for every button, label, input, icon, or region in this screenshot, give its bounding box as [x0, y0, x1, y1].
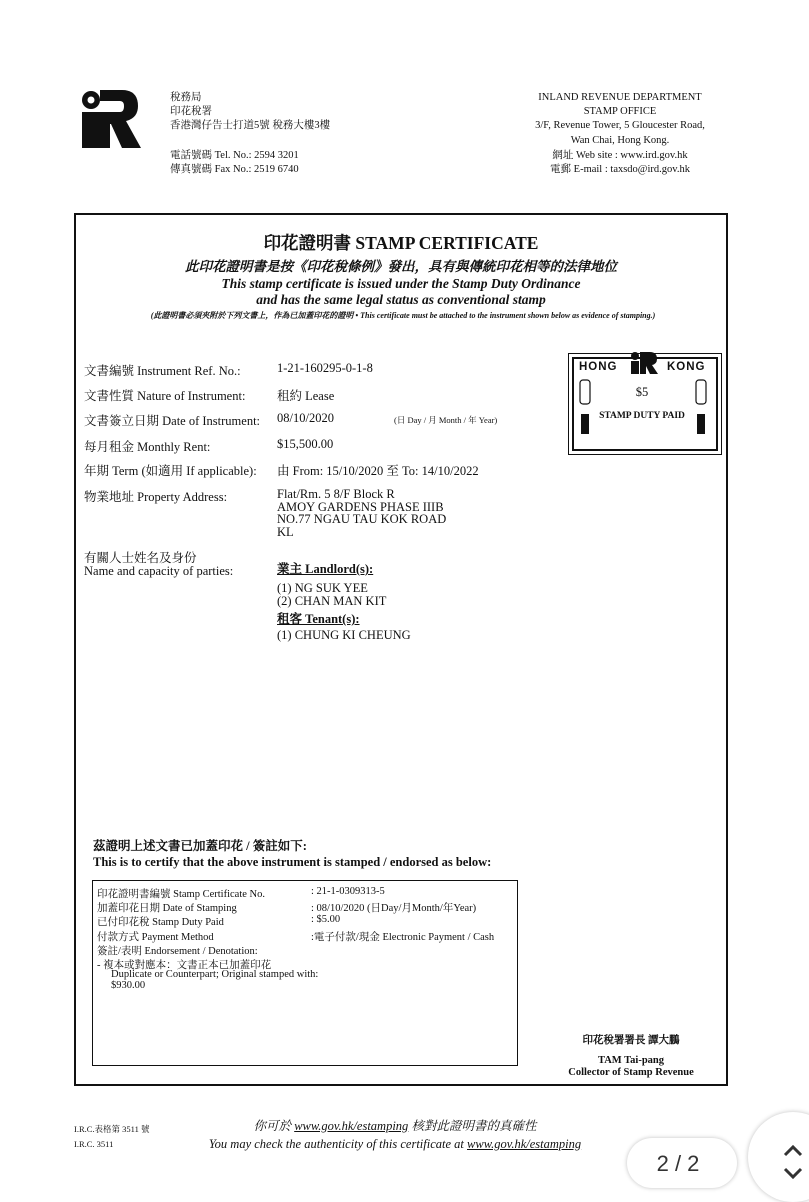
parties-label-en: Name and capacity of parties: [84, 564, 234, 578]
stamp-duty-mark [568, 353, 722, 455]
term-label: 年期 Term (如適用 If applicable): [84, 464, 257, 478]
authenticity-en-pre: You may check the authenticity of this certificate at [208, 1137, 468, 1151]
legal-status-zh: 此印花證明書是按《印花稅條例》發出，具有與傳統印花相等的法律地位 [185, 259, 617, 274]
nature-value: 租約 Lease [277, 389, 335, 403]
payment-method-value: :電子付款/現金 Electronic Payment / Cash [311, 932, 495, 943]
cert-no-value: : 21-1-0309313-5 [311, 886, 385, 897]
ref-value: 1-21-160295-0-1-8 [277, 361, 373, 375]
address-label: 物業地址 Property Address: [84, 490, 228, 504]
collector-zh: 印花稅署署長 譚大鵬 [582, 1035, 680, 1046]
estamping-link-zh[interactable]: www.gov.hk/estamping [294, 1119, 409, 1133]
address-zh: 香港灣仔告士打道5號 稅務大樓3樓 [170, 120, 331, 131]
legal-status-text [76, 259, 726, 309]
stamp-left-ornament-icon [579, 378, 591, 438]
form-code-zh: I.R.C.表格第 3511 號 [74, 1124, 150, 1134]
stamping-date-label: 加蓋印花日期 Date of Stamping [97, 903, 237, 914]
certify-statement [93, 838, 491, 870]
stamp-paid-text: STAMP DUTY PAID [599, 411, 685, 421]
tel-number: 電話號碼 Tel. No.: 2594 3201 [170, 150, 299, 161]
ird-logo [78, 90, 142, 150]
nature-label: 文書性質 Nature of Instrument: [84, 389, 246, 403]
certificate-title: 印花證明書 STAMP CERTIFICATE [263, 233, 539, 253]
legal-status-en-1: This stamp certificate is issued under the Stamp Duty Ordinance [221, 275, 581, 291]
authenticity-check [150, 1117, 640, 1153]
form-code-en: I.R.C. 3511 [74, 1139, 114, 1149]
stamp-kong: KONG [667, 361, 706, 373]
authenticity-zh [150, 1117, 640, 1135]
landlord-heading: 業主 Landlord(s): [277, 562, 374, 576]
page-indicator [627, 1138, 737, 1188]
certify-zh: 茲證明上述文書已加蓋印花 / 簽註如下: [93, 839, 307, 853]
endorsement-label: 簽註/表明 Endorsement / Denotation: [97, 946, 258, 957]
property-address [277, 488, 446, 538]
stamp-logo-icon [629, 352, 659, 374]
address-en-1: 3/F, Revenue Tower, 5 Gloucester Road, [535, 120, 705, 132]
office-name-en: STAMP OFFICE [583, 106, 657, 118]
authenticity-zh-pre: 你可於 [253, 1119, 295, 1133]
rent-value: $15,500.00 [277, 437, 334, 451]
stamp-right-ornament-icon [695, 378, 707, 438]
address-line: Flat/Rm. 5 8/F Block R [277, 487, 395, 501]
date-value: 08/10/2020 [277, 411, 334, 425]
fax-number: 傳真號碼 Fax No.: 2519 6740 [170, 164, 299, 175]
dept-name-zh: 稅務局 [170, 92, 202, 103]
collector-signature [556, 1035, 706, 1079]
page-indicator-text: 2 / 2 [656, 1151, 700, 1176]
tenant-heading: 租客 Tenant(s): [277, 612, 360, 626]
scroll-button[interactable] [748, 1112, 809, 1202]
address-line: KL [277, 524, 294, 539]
duty-paid-label: 已付印花稅 Stamp Duty Paid [97, 917, 224, 928]
landlord-1: (1) NG SUK YEE [277, 581, 368, 595]
rent-label: 每月租金 Monthly Rent: [84, 440, 211, 454]
landlord-2: (2) CHAN MAN KIT [277, 593, 387, 608]
payment-method-label: 付款方式 Payment Method [97, 932, 214, 943]
legal-status-en-2: and has the same legal status as conventional stamp [256, 292, 546, 307]
duty-paid-value: : $5.00 [311, 914, 341, 925]
address-line: NO.77 NGAU TAU KOK ROAD [277, 512, 447, 526]
parties-label [84, 552, 233, 578]
certify-en: This is to certify that the above instrument is stamped / endorsed as below: [93, 855, 492, 869]
stamp-certificate [74, 213, 728, 1086]
website: 網址 Web site : www.ird.gov.hk [552, 149, 688, 161]
header-left-address [170, 91, 330, 177]
office-name-zh: 印花稅署 [170, 106, 212, 117]
stamp-hong: HONG [579, 361, 618, 373]
authenticity-en [150, 1135, 640, 1153]
chevron-up-down-icon [782, 1142, 804, 1182]
address-en-2: Wan Chai, Hong Kong. [570, 134, 670, 146]
tenant-1: (1) CHUNG KI CHEUNG [277, 628, 411, 642]
parties-list [277, 559, 411, 642]
cert-no-label: 印花證明書編號 Stamp Certificate No. [97, 889, 265, 900]
email: 電郵 E-mail : taxsdo@ird.gov.hk [550, 164, 690, 176]
address-line: AMOY GARDENS PHASE IIIB [277, 499, 444, 514]
date-format: (日 Day / 月 Month / 年 Year) [394, 415, 498, 425]
term-value: 由 From: 15/10/2020 至 To: 14/10/2022 [277, 464, 479, 478]
parties-label-zh: 有關人士姓名及身份 [84, 551, 197, 565]
collector-name: TAM Tai-pang [597, 1055, 665, 1066]
collector-title: Collector of Stamp Revenue [568, 1067, 694, 1078]
endorsement-amount: $930.00 [111, 980, 146, 991]
header-right-address [515, 91, 725, 177]
dept-name-en: INLAND REVENUE DEPARTMENT [538, 92, 702, 103]
endorsement-line-1: - 複本或對應本：文書正本已加蓋印花 [97, 960, 272, 971]
endorsement-line-2: Duplicate or Counterpart; Original stamped with: [111, 969, 319, 980]
attach-note: (此證明書必須夾附於下列文書上，作為已加蓋印花的證明 • This certificate must be attached to the instrument shown below as evidence of stamping.) [150, 311, 656, 320]
form-code [74, 1122, 149, 1152]
authenticity-zh-post: 核對此證明書的真確性 [408, 1119, 537, 1133]
stamping-details-box [92, 880, 518, 1066]
stamp-amount: $5 [635, 385, 649, 399]
stamping-date-value: : 08/10/2020 (日Day/月Month/年Year) [311, 903, 477, 914]
ref-label: 文書編號 Instrument Ref. No.: [84, 364, 241, 378]
estamping-link-en[interactable]: www.gov.hk/estamping [467, 1137, 582, 1151]
date-label: 文書簽立日期 Date of Instrument: [84, 414, 261, 428]
